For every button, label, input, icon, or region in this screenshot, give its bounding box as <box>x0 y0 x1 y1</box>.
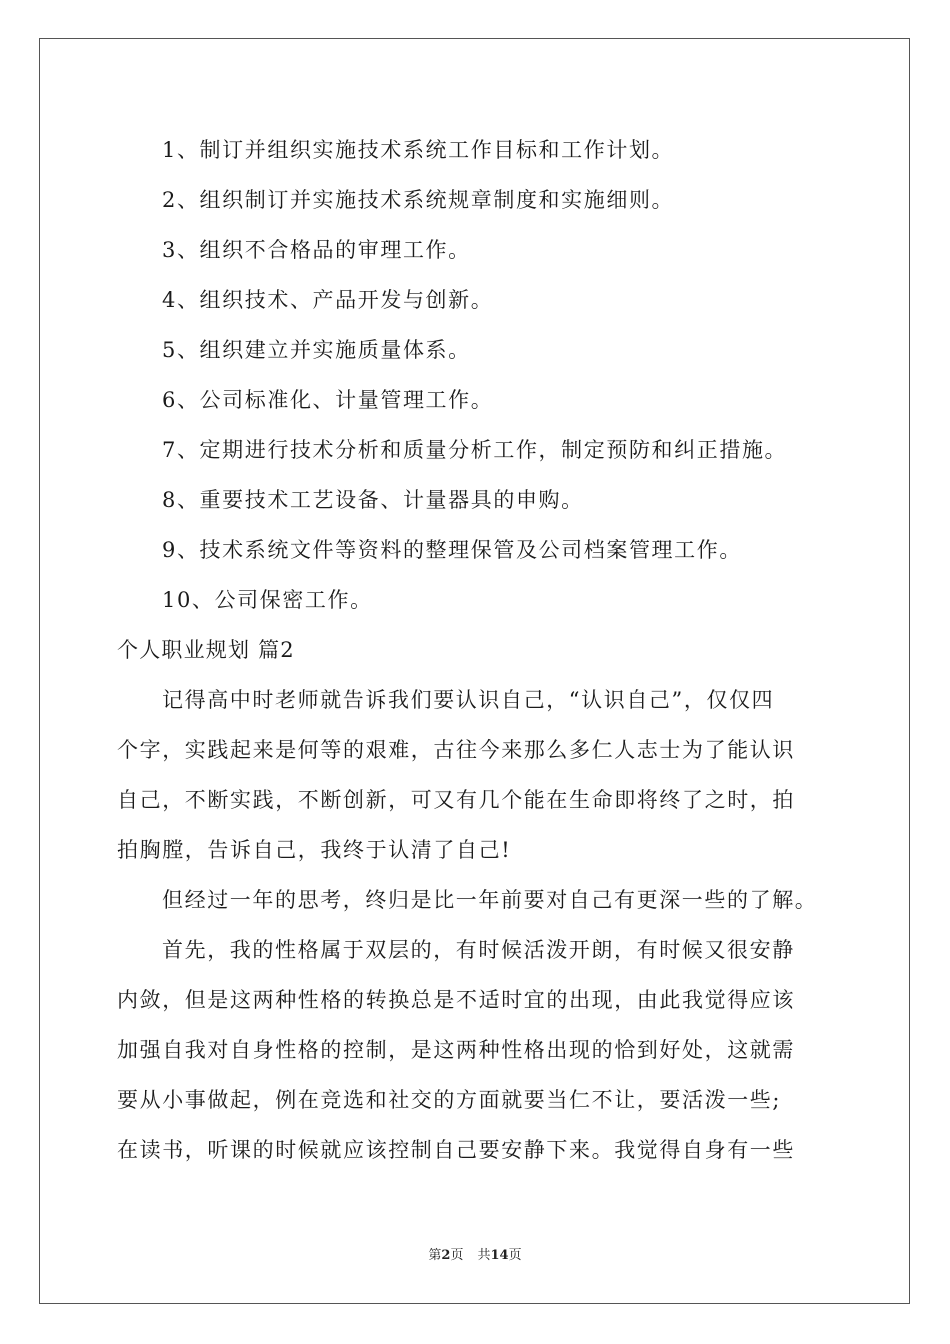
paragraph-3-line-4: 要从小事做起，例在竞选和社交的方面就要当仁不让，要活泼一些; <box>117 1088 782 1112</box>
paragraph-1-line-1: 记得高中时老师就告诉我们要认识自己，“认识自己”，仅仅四 <box>162 688 775 712</box>
total-suffix: 页 <box>508 1248 522 1263</box>
paragraph-2-line-1: 但经过一年的思考，终归是比一年前要对自己有更深一些的了解。 <box>162 888 818 912</box>
paragraph-3-line-3: 加强自我对自身性格的控制，是这两种性格出现的恰到好处，这就需 <box>117 1038 795 1062</box>
list-item-5: 5、组织建立并实施质量体系。 <box>162 338 471 362</box>
list-item-7: 7、定期进行技术分析和质量分析工作，制定预防和纠正措施。 <box>162 438 788 462</box>
page-prefix: 第 <box>428 1248 442 1263</box>
page-total: 14 <box>490 1248 509 1263</box>
list-item-10: 10、公司保密工作。 <box>162 588 373 612</box>
list-item-4: 4、组织技术、产品开发与创新。 <box>162 288 494 312</box>
paragraph-1-line-3: 自己，不断实践，不断创新，可又有几个能在生命即将终了之时，拍 <box>117 788 795 812</box>
list-item-9: 9、技术系统文件等资料的整理保管及公司档案管理工作。 <box>162 538 742 562</box>
paragraph-1-line-2: 个字，实践起来是何等的艰难，古往今来那么多仁人志士为了能认识 <box>117 738 795 762</box>
list-item-1: 1、制订并组织实施技术系统工作目标和工作计划。 <box>162 138 675 162</box>
page-border <box>39 38 910 1304</box>
list-item-8: 8、重要技术工艺设备、计量器具的申购。 <box>162 488 584 512</box>
paragraph-1-line-4: 拍胸膛，告诉自己，我终于认清了自己! <box>117 838 512 862</box>
paragraph-3-line-5: 在读书，听课的时候就应该控制自己要安静下来。我觉得自身有一些 <box>117 1138 795 1162</box>
list-item-6: 6、公司标准化、计量管理工作。 <box>162 388 494 412</box>
total-prefix: 共 <box>477 1248 491 1263</box>
list-item-3: 3、组织不合格品的审理工作。 <box>162 238 471 262</box>
paragraph-3-line-1: 首先，我的性格属于双层的，有时候活泼开朗，有时候又很安静 <box>162 938 795 962</box>
page-suffix: 页 <box>450 1248 464 1263</box>
page-footer <box>0 1247 950 1265</box>
page-current: 2 <box>441 1248 451 1263</box>
list-item-2: 2、组织制订并实施技术系统规章制度和实施细则。 <box>162 188 675 212</box>
paragraph-3-line-2: 内敛，但是这两种性格的转换总是不适时宜的出现，由此我觉得应该 <box>117 988 795 1012</box>
section-heading: 个人职业规划 篇2 <box>117 638 295 662</box>
